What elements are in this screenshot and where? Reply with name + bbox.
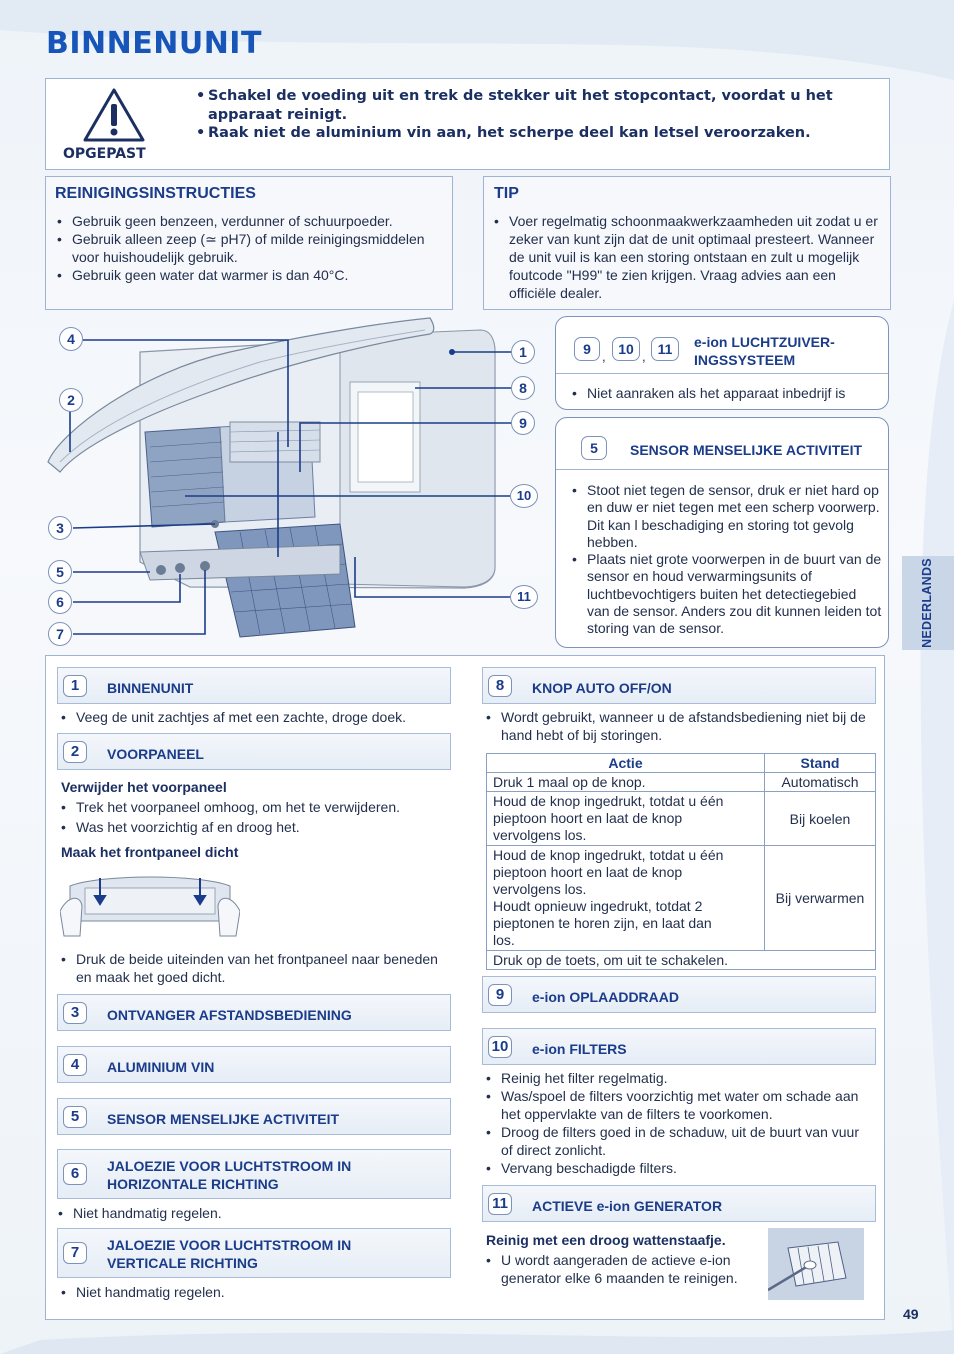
list-item: • Gebruik geen benzeen, verdunner of schuurpoeder. xyxy=(57,212,437,230)
section-8-header: 8 KNOP AUTO OFF/ON xyxy=(482,667,876,704)
label-badge: 2 xyxy=(59,388,83,412)
eion-system-box xyxy=(555,316,889,410)
section-10-list xyxy=(486,1069,871,1177)
section-6-header: 6 JALOEZIE VOOR LUCHTSTROOM IN HORIZONTALE RICHTING xyxy=(57,1149,451,1199)
list-item: • Vervang beschadigde filters. xyxy=(486,1159,871,1177)
tip-list xyxy=(494,212,884,302)
caution-item: • Raak niet de aluminium vin aan, het scherpe deel kan letsel veroorzaken. xyxy=(196,125,811,141)
list-item: • Voer regelmatig schoonmaakwerkzaamheden uit zodat u er zeker van kunt zijn dat de unit optimaal presteert. Wanneer de unit vuil is kan een storing ontstaan en zult u mogelijk foutcode "H99" te zien krijgen. Vraag advies aan een officiële dealer. xyxy=(494,212,884,302)
badge: 9 xyxy=(574,337,600,361)
list-item: • Wordt gebruikt, wanneer u de afstandsbediening niet bij de hand hebt of bij storingen. xyxy=(486,708,876,744)
section-9-header: 9 e-ion OPLAADDRAAD xyxy=(482,976,876,1013)
cleaning-instructions-box xyxy=(45,176,453,310)
section-5-header: 5 SENSOR MENSELIJKE ACTIVITEIT xyxy=(57,1098,451,1135)
section-2-subtitle-2: Maak het frontpaneel dicht xyxy=(61,844,239,860)
table-row: Houd de knop ingedrukt, totdat u één pieptoon hoort en laat de knop vervolgens los. Houdt opnieuw ingedrukt, totdat 2 pieptonen te horen zijn, en laat dan los. Bij verwarmen xyxy=(487,846,876,951)
section-2-header: 2 VOORPANEEL xyxy=(57,733,451,770)
section-11-list xyxy=(486,1251,758,1287)
section-3-header: 3 ONTVANGER AFSTANDSBEDIENING xyxy=(57,994,451,1031)
badge: 10 xyxy=(612,337,640,361)
list-item: • Gebruik alleen zeep (≃ pH7) of milde reinigingsmiddelen voor huishoudelijk gebruik. xyxy=(57,230,437,266)
section-2-list xyxy=(61,797,451,837)
label-badge: 8 xyxy=(511,376,535,400)
label-badge: 9 xyxy=(511,411,535,435)
list-item: • Was/spoel de filters voorzichtig met water om schade aan het oppervlakte van de filters te voorkomen. xyxy=(486,1087,871,1123)
cleaning-title: REINIGINGSINSTRUCTIES xyxy=(55,185,256,202)
section-4-header: 4 ALUMINIUM VIN xyxy=(57,1046,451,1083)
language-tab: NEDERLANDS xyxy=(902,556,954,650)
label-badge: 1 xyxy=(511,340,535,364)
label-badge: 3 xyxy=(48,516,72,540)
page-title: BINNENUNIT xyxy=(46,26,262,61)
caution-label: OPGEPAST xyxy=(63,146,146,162)
section-1-header: 1 BINNENUNIT xyxy=(57,667,451,704)
section-7-list xyxy=(61,1283,451,1301)
section-7-header: 7 JALOEZIE VOOR LUCHTSTROOM IN VERTICALE RICHTING xyxy=(57,1228,451,1278)
sensor-box xyxy=(555,417,889,648)
table-row: Druk 1 maal op de knop. Automatisch xyxy=(487,773,876,792)
badge: 5 xyxy=(581,436,607,460)
section-6-list xyxy=(58,1204,448,1222)
eion-system-list xyxy=(572,384,882,402)
list-item: • Niet handmatig regelen. xyxy=(58,1204,448,1222)
caution-box xyxy=(45,78,890,170)
list-item: • Stoot niet tegen de sensor, druk er niet hard op en duw er niet tegen met een scherp voorwerp. Dit kan l beschadiging en storing tot gevolg hebben. xyxy=(572,482,882,551)
cleaning-list xyxy=(57,212,437,284)
comma: , xyxy=(602,349,606,364)
eion-system-title: e-ion LUCHTZUIVER- INGSSYSTEEM xyxy=(694,334,835,368)
divider xyxy=(556,373,888,374)
label-badge: 11 xyxy=(510,585,538,609)
section-2-subtitle: Verwijder het voorpaneel xyxy=(61,779,227,795)
sensor-list xyxy=(572,482,882,638)
section-11-subtitle: Reinig met een droog wattenstaafje. xyxy=(486,1232,726,1248)
table-header: Stand xyxy=(765,754,876,773)
generator-cleaning-illustration xyxy=(768,1228,864,1300)
page-number: 49 xyxy=(903,1306,919,1322)
table-row: Houd de knop ingedrukt, totdat u één pieptoon hoort en laat de knop vervolgens los. Bij koelen xyxy=(487,792,876,846)
section-1-list xyxy=(61,708,451,726)
label-badge: 10 xyxy=(510,484,538,508)
close-panel-illustration xyxy=(60,866,240,944)
list-item: • Niet aanraken als het apparaat inbedrijf is xyxy=(572,384,882,402)
list-item: • Reinig het filter regelmatig. xyxy=(486,1069,871,1087)
label-badge: 4 xyxy=(59,327,83,351)
tip-title: TIP xyxy=(494,185,519,202)
divider xyxy=(556,469,888,470)
list-item: • Gebruik geen water dat warmer is dan 40°C. xyxy=(57,266,437,284)
label-badge: 7 xyxy=(48,622,72,646)
comma: , xyxy=(642,349,646,364)
list-item: • Was het voorzichtig af en droog het. xyxy=(61,817,451,837)
list-item: • Druk de beide uiteinden van het frontpaneel naar beneden en maak het goed dicht. xyxy=(61,950,451,986)
list-item: • Plaats niet grote voorwerpen in de buurt van de sensor en houd verwarmingsunits of luchtbevochtigers buiten het detectiegebied van de sensor. Anders zou dit kunnen leiden tot storing van de sensor. xyxy=(572,551,882,637)
label-badge: 5 xyxy=(48,560,72,584)
tip-box xyxy=(483,176,891,310)
sensor-title: SENSOR MENSELIJKE ACTIVITEIT xyxy=(630,442,863,458)
caution-list xyxy=(196,87,876,143)
section-8-list xyxy=(486,708,876,744)
list-item: • U wordt aangeraden de actieve e-ion generator elke 6 maanden te reinigen. xyxy=(486,1251,758,1287)
table-header-row xyxy=(487,754,876,773)
indoor-unit-diagram xyxy=(40,312,550,652)
list-item: • Trek het voorpaneel omhoog, om het te verwijderen. xyxy=(61,797,451,817)
table-row: Druk op de toets, om uit te schakelen. xyxy=(487,951,876,970)
caution-item: • Schakel de voeding uit en trek de stekker uit het stopcontact, voordat u het apparaat reinigt. xyxy=(196,88,833,123)
warning-triangle-icon xyxy=(82,87,146,143)
list-item: • Niet handmatig regelen. xyxy=(61,1283,451,1301)
list-item: • Droog de filters goed in de schaduw, uit de buurt van vuur of direct zonlicht. xyxy=(486,1123,871,1159)
list-item: • Veeg de unit zachtjes af met een zachte, droge doek. xyxy=(61,708,451,726)
label-badge: 6 xyxy=(48,590,72,614)
auto-button-table xyxy=(486,753,876,970)
section-2-list-2 xyxy=(61,950,451,986)
table-header: Actie xyxy=(487,754,765,773)
badge: 11 xyxy=(651,337,679,361)
section-11-header: 11 ACTIEVE e-ion GENERATOR xyxy=(482,1185,876,1222)
section-10-header: 10 e-ion FILTERS xyxy=(482,1028,876,1065)
